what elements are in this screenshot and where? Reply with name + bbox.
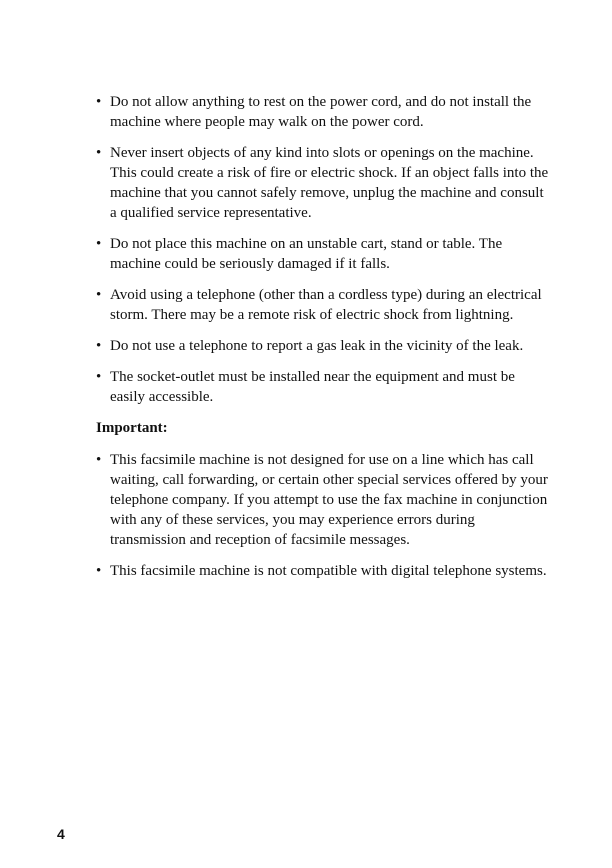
page-number: 4 [57, 826, 65, 842]
list-item-text: Avoid using a telephone (other than a cordless type) during an electrical storm. There may be a remote risk of electric shock from lightning. [110, 287, 542, 323]
page-content [96, 92, 552, 592]
list-item [96, 234, 552, 274]
bullet-icon: • [96, 287, 102, 303]
list-item [96, 561, 552, 581]
list-item [96, 450, 552, 550]
bullet-icon: • [96, 338, 102, 354]
list-item [96, 92, 552, 132]
list-item-text: Do not use a telephone to report a gas leak in the vicinity of the leak. [110, 338, 524, 354]
list-item-text: This facsimile machine is not designed for use on a line which has call waiting, call forwarding, or certain other special services offered by your telephone company. If you attempt to use the fax machine in conjunction with any of these services, you may experience errors during transmission and reception of facsimile messages. [110, 452, 548, 548]
safety-list [96, 92, 552, 407]
bullet-icon: • [96, 145, 102, 161]
list-item [96, 336, 552, 356]
list-item-text: The socket-outlet must be installed near the equipment and must be easily accessible. [110, 369, 515, 405]
bullet-icon: • [96, 369, 102, 385]
list-item-text: Never insert objects of any kind into slots or openings on the machine. This could create a risk of fire or electric shock. If an object falls into the machine that you cannot safely remove, unplug the machine and consult a qualified service representative. [110, 145, 549, 221]
list-item [96, 367, 552, 407]
list-item [96, 285, 552, 325]
list-item-text: This facsimile machine is not compatible with digital telephone systems. [110, 563, 547, 579]
important-heading: Important: [96, 420, 168, 436]
bullet-icon: • [96, 236, 102, 252]
list-item-text: Do not place this machine on an unstable cart, stand or table. The machine could be seriously damaged if it falls. [110, 236, 503, 272]
bullet-icon: • [96, 94, 102, 110]
bullet-icon: • [96, 563, 102, 579]
bullet-icon: • [96, 452, 102, 468]
important-list [96, 450, 552, 581]
list-item-text: Do not allow anything to rest on the power cord, and do not install the machine where people may walk on the power cord. [110, 94, 532, 130]
list-item [96, 143, 552, 223]
